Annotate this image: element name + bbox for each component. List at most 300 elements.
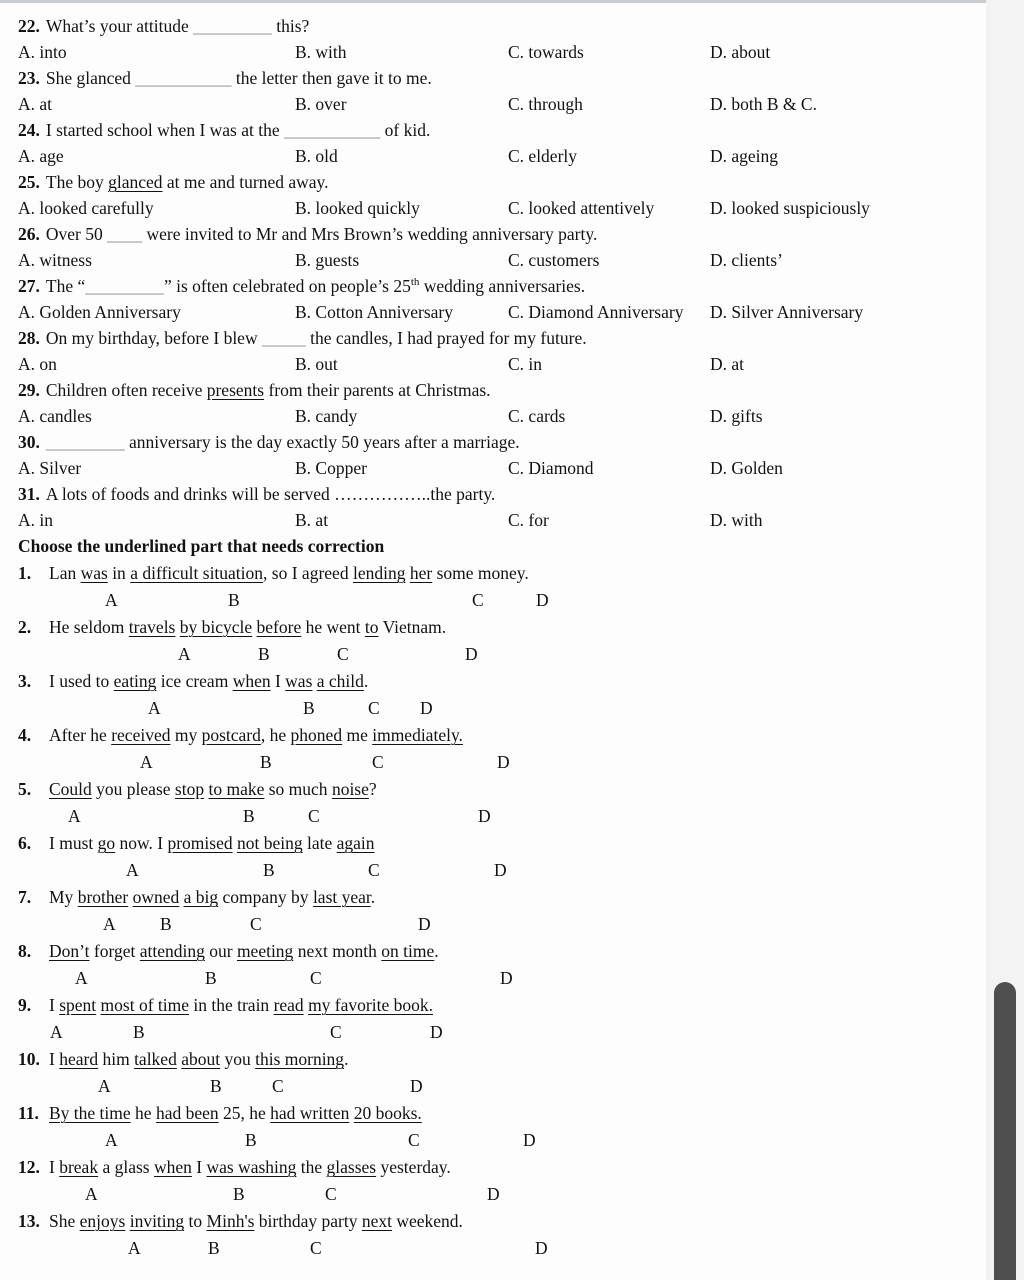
underlined-text: my favorite book. bbox=[308, 995, 433, 1015]
blank-line: ___________ bbox=[284, 120, 381, 140]
blank-line: _________ bbox=[45, 432, 125, 452]
underlined-text: to bbox=[364, 617, 379, 637]
text-segment: . bbox=[434, 941, 439, 961]
option-b: B. old bbox=[295, 146, 338, 166]
answer-letter-c: C bbox=[372, 752, 384, 772]
question-number: 7. bbox=[18, 887, 32, 907]
option-b: B. with bbox=[295, 42, 347, 62]
blank-line: ____ bbox=[107, 224, 143, 244]
underlined-text: glanced bbox=[108, 172, 163, 192]
answer-letters-row bbox=[18, 749, 984, 776]
underlined-text: not being bbox=[236, 833, 303, 853]
underlined-text: by bicycle bbox=[179, 617, 253, 637]
underlined-text: was washing bbox=[206, 1157, 297, 1177]
text-segment: in bbox=[107, 563, 131, 583]
underlined-text: had been bbox=[155, 1103, 219, 1123]
mcq-question bbox=[18, 273, 984, 325]
answer-letter-a: A bbox=[128, 1238, 141, 1258]
underlined-text: 20 books. bbox=[353, 1103, 422, 1123]
answer-letter-c: C bbox=[408, 1130, 420, 1150]
underlined-text: again bbox=[336, 833, 375, 853]
option-a: A. into bbox=[18, 42, 67, 62]
question-number: 1. bbox=[18, 563, 32, 583]
options-row bbox=[18, 91, 984, 117]
text-segment: company by bbox=[218, 887, 313, 907]
answer-letter-c: C bbox=[368, 860, 380, 880]
underlined-text: presents bbox=[206, 380, 265, 400]
text-segment: I used to bbox=[49, 671, 114, 691]
option-a: A. Golden Anniversary bbox=[18, 302, 181, 322]
text-segment: Lan bbox=[49, 563, 81, 583]
option-a: A. Silver bbox=[18, 458, 82, 478]
answer-letter-a: A bbox=[105, 1130, 118, 1150]
text-segment: anniversary is the day exactly 50 years after a marriage. bbox=[124, 432, 520, 452]
answer-letter-c: C bbox=[337, 644, 349, 664]
answer-letter-b: B bbox=[233, 1184, 245, 1204]
options-row bbox=[18, 39, 984, 65]
underlined-text: spent bbox=[59, 995, 97, 1015]
correction-item bbox=[18, 776, 984, 830]
text-segment: On my birthday, before I blew bbox=[45, 328, 262, 348]
option-d: D. Silver Anniversary bbox=[710, 302, 864, 322]
correction-item bbox=[18, 1154, 984, 1208]
underlined-text: Could bbox=[49, 779, 92, 799]
sentence-text bbox=[49, 563, 529, 583]
text-segment: , he bbox=[260, 725, 291, 745]
answer-letter-a: A bbox=[148, 698, 161, 718]
text-segment: wedding anniversaries. bbox=[419, 276, 586, 296]
question-stem bbox=[18, 481, 984, 507]
underlined-text: stop bbox=[174, 779, 205, 799]
text-segment: late bbox=[302, 833, 337, 853]
correction-item bbox=[18, 560, 984, 614]
sentence-text bbox=[49, 1157, 451, 1177]
answer-letter-a: A bbox=[140, 752, 153, 772]
text-segment: Vietnam. bbox=[378, 617, 447, 637]
answer-letter-c: C bbox=[330, 1022, 342, 1042]
text-segment: next month bbox=[293, 941, 382, 961]
option-a: A. on bbox=[18, 354, 57, 374]
correction-item bbox=[18, 1046, 984, 1100]
question-number: 2. bbox=[18, 617, 32, 637]
question-stem bbox=[18, 13, 984, 39]
answer-letter-b: B bbox=[303, 698, 315, 718]
underlined-text: this morning bbox=[255, 1049, 345, 1069]
text-segment: I must bbox=[49, 833, 98, 853]
text-segment: She glanced bbox=[45, 68, 136, 88]
text-segment: from their parents at Christmas. bbox=[264, 380, 491, 400]
question-stem bbox=[18, 117, 984, 143]
correction-item bbox=[18, 830, 984, 884]
underlined-text: heard bbox=[59, 1049, 99, 1069]
answer-letter-c: C bbox=[310, 1238, 322, 1258]
answer-letters-row bbox=[18, 1127, 984, 1154]
correction-item bbox=[18, 938, 984, 992]
underlined-text: a difficult situation bbox=[130, 563, 264, 583]
answer-letters-row bbox=[18, 1235, 984, 1262]
answer-letter-b: B bbox=[208, 1238, 220, 1258]
option-a: A. in bbox=[18, 510, 53, 530]
sentence-text bbox=[49, 1103, 422, 1123]
correction-sentence bbox=[18, 560, 984, 587]
correction-sentence bbox=[18, 1208, 984, 1235]
text-segment: he bbox=[130, 1103, 156, 1123]
text-segment: him bbox=[98, 1049, 135, 1069]
correction-sentence bbox=[18, 614, 984, 641]
underlined-text: noise bbox=[331, 779, 369, 799]
answer-letter-a: A bbox=[98, 1076, 111, 1096]
options-row bbox=[18, 143, 984, 169]
text-segment: you bbox=[220, 1049, 256, 1069]
option-d: D. with bbox=[710, 510, 763, 530]
options-row bbox=[18, 507, 984, 533]
answer-letter-a: A bbox=[75, 968, 88, 988]
text-segment: The “ bbox=[45, 276, 86, 296]
text-segment: I bbox=[270, 671, 286, 691]
correction-item bbox=[18, 1100, 984, 1154]
question-number: 23. bbox=[18, 68, 40, 88]
underlined-text: postcard bbox=[201, 725, 261, 745]
mcq-question bbox=[18, 169, 984, 221]
answer-letters-row bbox=[18, 857, 984, 884]
correction-item bbox=[18, 668, 984, 722]
text-segment: 25, he bbox=[218, 1103, 271, 1123]
answer-letter-d: D bbox=[535, 1238, 548, 1258]
underlined-text: Don’t bbox=[49, 941, 90, 961]
question-stem bbox=[18, 273, 984, 299]
correction-sentence bbox=[18, 722, 984, 749]
sentence-text bbox=[49, 779, 377, 799]
underlined-text: was bbox=[80, 563, 108, 583]
answer-letters-row bbox=[18, 1019, 984, 1046]
underlined-text: most of time bbox=[100, 995, 189, 1015]
answer-letters-row bbox=[18, 1073, 984, 1100]
underlined-text: meeting bbox=[236, 941, 294, 961]
text-segment: Children often receive bbox=[45, 380, 207, 400]
text-segment: forget bbox=[89, 941, 140, 961]
option-c: C. looked attentively bbox=[508, 198, 655, 218]
text-segment: the letter then gave it to me. bbox=[231, 68, 432, 88]
underlined-text: promised bbox=[167, 833, 233, 853]
option-a: A. looked carefully bbox=[18, 198, 154, 218]
text-segment: The boy bbox=[45, 172, 109, 192]
correction-sentence bbox=[18, 1046, 984, 1073]
underlined-text: last year bbox=[312, 887, 371, 907]
option-a: A. age bbox=[18, 146, 64, 166]
options-row bbox=[18, 403, 984, 429]
option-a: A. at bbox=[18, 94, 53, 114]
answer-letter-d: D bbox=[497, 752, 510, 772]
answer-letter-b: B bbox=[205, 968, 217, 988]
answer-letters-row bbox=[18, 587, 984, 614]
underlined-text: when bbox=[232, 671, 271, 691]
text-segment: me bbox=[342, 725, 373, 745]
answer-letter-b: B bbox=[210, 1076, 222, 1096]
sentence-text bbox=[49, 617, 446, 637]
question-number: 3. bbox=[18, 671, 32, 691]
blank-line: _________ bbox=[85, 276, 164, 296]
option-c: C. elderly bbox=[508, 146, 578, 166]
option-b: B. Cotton Anniversary bbox=[295, 302, 453, 322]
question-number: 13. bbox=[18, 1211, 40, 1231]
question-stem bbox=[18, 429, 984, 455]
text-segment: to bbox=[184, 1211, 207, 1231]
answer-letter-d: D bbox=[523, 1130, 536, 1150]
sentence-text bbox=[49, 1049, 348, 1069]
question-stem bbox=[18, 221, 984, 247]
question-number: 4. bbox=[18, 725, 32, 745]
answer-letters-row bbox=[18, 965, 984, 992]
question-stem bbox=[18, 377, 984, 403]
text-segment: He seldom bbox=[49, 617, 129, 637]
answer-letters-row bbox=[18, 641, 984, 668]
options-row bbox=[18, 247, 984, 273]
underlined-text: immediately. bbox=[372, 725, 463, 745]
underlined-text: Minh's bbox=[206, 1211, 255, 1231]
question-number: 22. bbox=[18, 16, 40, 36]
underlined-text: had written bbox=[270, 1103, 350, 1123]
mcq-section bbox=[18, 13, 984, 533]
answer-letter-c: C bbox=[250, 914, 262, 934]
option-b: B. guests bbox=[295, 250, 360, 270]
text-segment: this? bbox=[271, 16, 310, 36]
answer-letters-row bbox=[18, 911, 984, 938]
text-segment: in the train bbox=[189, 995, 274, 1015]
text-segment: birthday party bbox=[254, 1211, 362, 1231]
option-d: D. about bbox=[710, 42, 771, 62]
sentence-text bbox=[49, 995, 433, 1015]
underlined-text: was bbox=[285, 671, 313, 691]
option-d: D. clients’ bbox=[710, 250, 783, 270]
correction-sentence bbox=[18, 884, 984, 911]
answer-letter-d: D bbox=[430, 1022, 443, 1042]
option-c: C. through bbox=[508, 94, 583, 114]
question-number: 6. bbox=[18, 833, 32, 853]
underlined-text: phoned bbox=[290, 725, 343, 745]
mcq-question bbox=[18, 325, 984, 377]
correction-sentence bbox=[18, 1100, 984, 1127]
option-d: D. at bbox=[710, 354, 745, 374]
answer-letter-d: D bbox=[410, 1076, 423, 1096]
text-segment: . bbox=[344, 1049, 349, 1069]
correction-item bbox=[18, 1208, 984, 1262]
superscript-text: th bbox=[410, 276, 420, 289]
question-number: 10. bbox=[18, 1049, 40, 1069]
text-segment: so much bbox=[264, 779, 332, 799]
option-d: D. looked suspiciously bbox=[710, 198, 870, 218]
blank-line: _____ bbox=[261, 328, 306, 348]
answer-letter-c: C bbox=[308, 806, 320, 826]
text-segment: he went bbox=[301, 617, 365, 637]
question-number: 25. bbox=[18, 172, 40, 192]
text-segment: the candles, I had prayed for my future. bbox=[305, 328, 587, 348]
option-b: B. looked quickly bbox=[295, 198, 420, 218]
underlined-text: read bbox=[273, 995, 304, 1015]
underlined-text: her bbox=[409, 563, 433, 583]
text-segment: ice cream bbox=[156, 671, 233, 691]
text-segment: yesterday. bbox=[376, 1157, 451, 1177]
option-c: C. Diamond bbox=[508, 458, 594, 478]
option-a: A. candles bbox=[18, 406, 92, 426]
underlined-text: about bbox=[181, 1049, 221, 1069]
option-c: C. for bbox=[508, 510, 549, 530]
answer-letter-d: D bbox=[536, 590, 549, 610]
mcq-question bbox=[18, 221, 984, 273]
sentence-text bbox=[49, 1211, 463, 1231]
underlined-text: on time bbox=[381, 941, 435, 961]
options-row bbox=[18, 195, 984, 221]
underlined-text: inviting bbox=[129, 1211, 185, 1231]
answer-letter-d: D bbox=[478, 806, 491, 826]
sentence-text bbox=[49, 671, 368, 691]
option-c: C. towards bbox=[508, 42, 584, 62]
question-number: 5. bbox=[18, 779, 32, 799]
text-segment: I bbox=[49, 1157, 60, 1177]
question-number: 27. bbox=[18, 276, 40, 296]
answer-letters-row bbox=[18, 695, 984, 722]
underlined-text: go bbox=[97, 833, 116, 853]
option-b: B. over bbox=[295, 94, 347, 114]
underlined-text: enjoys bbox=[79, 1211, 126, 1231]
text-segment: She bbox=[49, 1211, 80, 1231]
answer-letter-c: C bbox=[310, 968, 322, 988]
underlined-text: talked bbox=[134, 1049, 177, 1069]
text-segment: I bbox=[191, 1157, 207, 1177]
answer-letter-b: B bbox=[160, 914, 172, 934]
answer-letter-d: D bbox=[494, 860, 507, 880]
mcq-question bbox=[18, 429, 984, 481]
underlined-text: break bbox=[59, 1157, 99, 1177]
correction-item bbox=[18, 992, 984, 1046]
option-c: C. in bbox=[508, 354, 543, 374]
correction-item bbox=[18, 722, 984, 776]
option-c: C. Diamond Anniversary bbox=[508, 302, 684, 322]
answer-letter-a: A bbox=[126, 860, 139, 880]
question-number: 28. bbox=[18, 328, 40, 348]
correction-sentence bbox=[18, 668, 984, 695]
mcq-question bbox=[18, 13, 984, 65]
answer-letter-b: B bbox=[133, 1022, 145, 1042]
mcq-question bbox=[18, 481, 984, 533]
text-segment: I bbox=[49, 995, 60, 1015]
answer-letter-c: C bbox=[368, 698, 380, 718]
underlined-text: By the time bbox=[49, 1103, 131, 1123]
question-number: 11. bbox=[18, 1103, 39, 1123]
answer-letter-a: A bbox=[50, 1022, 63, 1042]
answer-letter-b: B bbox=[245, 1130, 257, 1150]
text-segment: weekend. bbox=[391, 1211, 463, 1231]
text-segment: , so I agreed bbox=[263, 563, 353, 583]
correction-sentence bbox=[18, 1154, 984, 1181]
blank-line: _________ bbox=[193, 16, 272, 36]
correction-item bbox=[18, 614, 984, 668]
question-stem bbox=[18, 169, 984, 195]
option-b: B. Copper bbox=[295, 458, 367, 478]
option-b: B. at bbox=[295, 510, 329, 530]
option-c: C. cards bbox=[508, 406, 566, 426]
question-number: 8. bbox=[18, 941, 32, 961]
text-segment: Over 50 bbox=[45, 224, 108, 244]
sentence-text bbox=[49, 887, 375, 907]
sentence-text bbox=[49, 941, 439, 961]
option-a: A. witness bbox=[18, 250, 92, 270]
answer-letter-b: B bbox=[260, 752, 272, 772]
underlined-text: attending bbox=[139, 941, 205, 961]
section-title: Choose the underlined part that needs correction bbox=[18, 536, 385, 556]
option-b: B. candy bbox=[295, 406, 358, 426]
text-segment: you please bbox=[91, 779, 175, 799]
correction-sentence bbox=[18, 938, 984, 965]
correction-section bbox=[18, 560, 984, 1262]
text-segment: of kid. bbox=[380, 120, 431, 140]
underlined-text: eating bbox=[113, 671, 157, 691]
text-segment: a glass bbox=[98, 1157, 154, 1177]
answer-letter-b: B bbox=[258, 644, 270, 664]
underlined-text: when bbox=[153, 1157, 192, 1177]
underlined-text: glasses bbox=[326, 1157, 377, 1177]
answer-letter-a: A bbox=[85, 1184, 98, 1204]
underlined-text: lending bbox=[352, 563, 406, 583]
sentence-text bbox=[49, 725, 463, 745]
text-segment: ” is often celebrated on people’s 25 bbox=[163, 276, 411, 296]
text-segment: some money. bbox=[432, 563, 529, 583]
answer-letter-d: D bbox=[420, 698, 433, 718]
text-segment: What’s your attitude bbox=[45, 16, 194, 36]
answer-letter-a: A bbox=[68, 806, 81, 826]
options-row bbox=[18, 455, 984, 481]
options-row bbox=[18, 299, 984, 325]
scrollbar-thumb[interactable] bbox=[994, 982, 1016, 1280]
answer-letter-a: A bbox=[178, 644, 191, 664]
text-segment: After he bbox=[49, 725, 112, 745]
underlined-text: brother bbox=[77, 887, 129, 907]
underlined-text: before bbox=[256, 617, 302, 637]
option-c: C. customers bbox=[508, 250, 600, 270]
correction-sentence bbox=[18, 992, 984, 1019]
underlined-text: travels bbox=[128, 617, 176, 637]
text-segment: I started school when I was at the bbox=[45, 120, 284, 140]
text-segment: . bbox=[370, 887, 376, 907]
mcq-question bbox=[18, 117, 984, 169]
question-number: 24. bbox=[18, 120, 40, 140]
text-segment: were invited to Mr and Mrs Brown’s wedding anniversary party. bbox=[142, 224, 598, 244]
question-number: 31. bbox=[18, 484, 40, 504]
answer-letter-d: D bbox=[500, 968, 513, 988]
underlined-text: received bbox=[111, 725, 171, 745]
answer-letter-a: A bbox=[103, 914, 116, 934]
text-segment: I bbox=[49, 1049, 60, 1069]
underlined-text: next bbox=[361, 1211, 392, 1231]
option-d: D. gifts bbox=[710, 406, 763, 426]
correction-sentence bbox=[18, 830, 984, 857]
answer-letter-d: D bbox=[418, 914, 431, 934]
text-segment: at me and turned away. bbox=[162, 172, 329, 192]
underlined-text: to make bbox=[208, 779, 265, 799]
underlined-text: owned bbox=[132, 887, 180, 907]
answer-letter-a: A bbox=[105, 590, 118, 610]
text-segment: my bbox=[170, 725, 202, 745]
question-stem bbox=[18, 325, 984, 351]
answer-letter-d: D bbox=[487, 1184, 500, 1204]
option-d: D. ageing bbox=[710, 146, 779, 166]
text-segment: A lots of foods and drinks will be served ……………..the party. bbox=[45, 484, 496, 504]
question-number: 26. bbox=[18, 224, 40, 244]
answer-letter-c: C bbox=[325, 1184, 337, 1204]
option-d: D. Golden bbox=[710, 458, 783, 478]
text-segment: My bbox=[49, 887, 78, 907]
mcq-question bbox=[18, 65, 984, 117]
text-segment: . bbox=[363, 671, 369, 691]
